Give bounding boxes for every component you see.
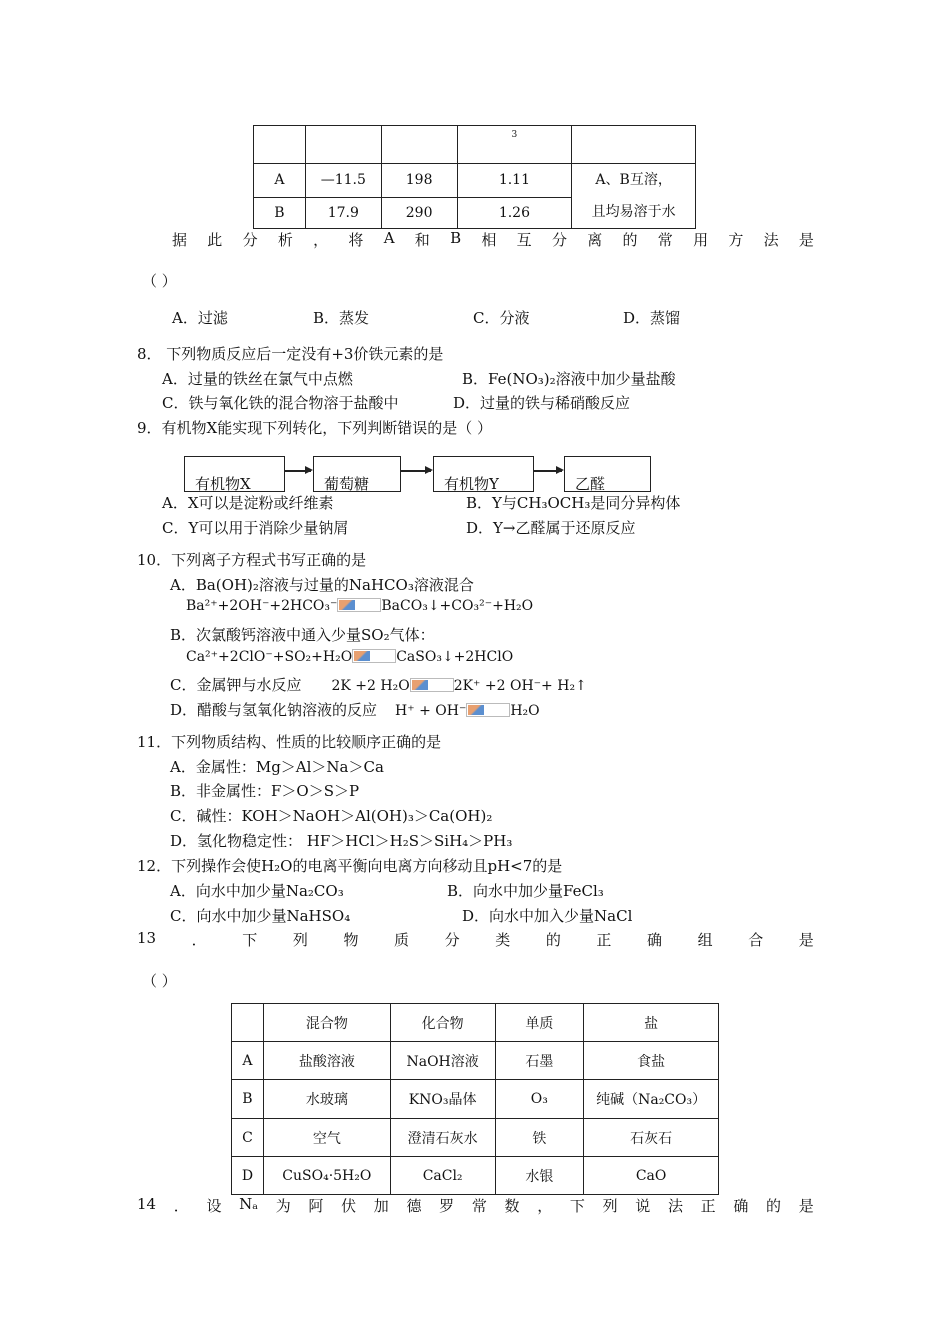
q7-stem-char: 离 [587,231,603,249]
q7-stem-char: 相 [481,231,497,249]
q13-stem-char: 列 [292,931,308,949]
q11-stem: 11．下列物质结构、性质的比较顺序正确的是 [137,733,442,751]
q10-stem: 10．下列离子方程式书写正确的是 [137,551,367,569]
header-cell: 单质 [495,1004,584,1042]
q12-option-d[interactable]: D．向水中加入少量NaCl [462,907,633,925]
q13-stem-char: 正 [596,931,612,949]
q13-stem-char: 物 [343,931,359,949]
header-cell: 混合物 [263,1004,390,1042]
cell: CaO [584,1157,719,1195]
q14-stem-char: 下 [569,1197,585,1215]
q14-stem-char: 数 [504,1197,520,1215]
header-cell [305,126,381,164]
q7-option-a[interactable]: A．过滤 [172,309,228,327]
q7-stem-char: 是 [798,231,814,249]
cell: 水玻璃 [263,1080,390,1119]
q7-stem-char: 和 [414,231,430,249]
table-row [232,1042,719,1080]
q9-option-a[interactable]: A．X可以是淀粉或纤维素 [162,494,334,512]
q9-option-b[interactable]: B．Y与CH₃OCH₃是同分异构体 [466,494,681,512]
q13-stem-char: ． [191,931,207,949]
q14-stem-char: 正 [700,1197,716,1215]
cell: B [232,1080,264,1119]
q14-stem-char: Nₐ [239,1195,259,1213]
table-header-row [232,1004,719,1042]
cell: O₃ [495,1080,584,1119]
q7-stem-char: 的 [622,231,638,249]
header-cell [232,1004,264,1042]
q8-option-a[interactable]: A．过量的铁丝在氯气中点燃 [162,370,353,388]
q14-stem-char: 的 [766,1197,782,1215]
q13-paren: （ ） [142,972,177,990]
cell: 198 [381,164,457,198]
q13-stem-char: 的 [545,931,561,949]
equals-image-icon [352,649,396,663]
q7-stem-char: 据 [172,231,188,249]
cell: 食盐 [584,1042,719,1080]
q13-stem-char: 质 [394,931,410,949]
q14-stem-char: 常 [471,1197,487,1215]
q12-option-a[interactable]: A．向水中加少量Na₂CO₃ [170,882,344,900]
q14-stem-char: 阿 [308,1197,324,1215]
table-row [232,1157,719,1195]
table-row [232,1119,719,1157]
table-row [254,164,696,198]
cell: B [254,197,306,228]
cell: 澄清石灰水 [390,1119,495,1157]
q14-stem-char: 罗 [439,1197,455,1215]
cell: C [232,1119,264,1157]
flow-arrow [285,470,311,472]
q11-option-c[interactable]: C．碱性：KOH＞NaOH＞Al(OH)₃＞Ca(OH)₂ [170,807,493,825]
cell: 空气 [263,1119,390,1157]
q11-option-a[interactable]: A．金属性：Mg＞Al＞Na＞Ca [170,758,384,776]
q7-stem-char: 常 [657,231,673,249]
q13-stem-char: 确 [647,931,663,949]
q14-stem-char: ． [173,1197,189,1215]
q7-stem-char: A [383,229,395,247]
q7-stem-char: 用 [693,231,709,249]
flow-arrow [534,470,562,472]
q7-stem-char: ， [313,231,329,249]
flow-box-glucose: 葡萄糖 [313,456,401,492]
q14-stem-char: 是 [798,1197,814,1215]
cell: 水银 [495,1157,584,1195]
flow-box-acetaldehyde: 乙醛 [564,456,651,492]
q10-option-d[interactable]: D．醋酸与氢氧化钠溶液的反应 H⁺ + OH⁻ H₂O [170,701,540,719]
cell: 铁 [495,1119,584,1157]
q7-stem [172,229,814,250]
q13-stem-char: 分 [444,931,460,949]
flow-box-x: 有机物X [184,456,285,492]
q7-option-d[interactable]: D．蒸馏 [623,309,681,327]
q7-paren: （ ） [142,272,177,290]
q13-stem-char: 是 [798,931,814,949]
cell: A [232,1042,264,1080]
cell: —11.5 [305,164,381,198]
cell: CaCl₂ [390,1157,495,1195]
cell: D [232,1157,264,1195]
q12-option-b[interactable]: B．向水中加少量FeCl₃ [447,882,604,900]
header-cell: 3 [457,126,572,164]
cell: 1.11 [457,164,572,198]
q7-stem-char: 互 [516,231,532,249]
header-cell: 盐 [584,1004,719,1042]
q12-option-c[interactable]: C．向水中加少量NaHSO₄ [170,907,351,925]
q14-stem-char: 为 [275,1197,291,1215]
q7-stem-char: 此 [207,231,223,249]
cell: CuSO₄·5H₂O [263,1157,390,1195]
header-cell: 化合物 [390,1004,495,1042]
cell: 盐酸溶液 [263,1042,390,1080]
table-row [232,1080,719,1119]
q9-option-c[interactable]: C．Y可以用于消除少量钠屑 [162,519,349,537]
q14-stem-char: 14 [137,1195,157,1213]
q8-option-c[interactable]: C．铁与氧化铁的混合物溶于盐酸中 [162,394,399,412]
q12-stem: 12．下列操作会使H₂O的电离平衡向电离方向移动且pH<7的是 [137,857,563,875]
q10-option-b[interactable]: B．次氯酸钙溶液中通入少量SO₂气体： [170,626,435,644]
cell: KNO₃晶体 [390,1080,495,1119]
q14-stem-char: 设 [206,1197,222,1215]
cell: 290 [381,197,457,228]
header-cell [381,126,457,164]
q7-stem-char: 法 [763,231,779,249]
q11-option-b[interactable]: B．非金属性：F＞O＞S＞P [170,782,360,800]
q13-stem-char: 组 [697,931,713,949]
q14-stem [137,1195,814,1216]
equals-image-icon [337,598,381,612]
q8-stem: 8． 下列物质反应后一定没有+3价铁元素的是 [137,345,444,363]
q7-stem-char: 将 [348,231,364,249]
cell: A [254,164,306,198]
q13-stem-char: 下 [242,931,258,949]
property-table [253,125,696,229]
q7-stem-char: 分 [551,231,567,249]
q14-stem-char: 说 [635,1197,651,1215]
q7-stem-char: 析 [277,231,293,249]
cell: 1.26 [457,197,572,228]
q10-equation-b: Ca²⁺+2ClO⁻+SO₂+H₂O CaSO₃↓+2HClO [186,649,514,665]
q13-stem [137,929,814,950]
q13-stem-char: 合 [748,931,764,949]
cell: 石墨 [495,1042,584,1080]
equals-image-icon [466,703,510,717]
q8-option-d[interactable]: D．过量的铁与稀硝酸反应 [453,394,631,412]
q14-stem-char: 德 [406,1197,422,1215]
q14-stem-char: ， [537,1197,553,1215]
note-cell: A、B互溶， 且均易溶于水 [572,164,696,229]
q8-option-b[interactable]: B．Fe(NO₃)₂溶液中加少量盐酸 [462,370,676,388]
q13-stem-char: 类 [495,931,511,949]
cell: 纯碱（Na₂CO₃） [584,1080,719,1119]
q14-stem-char: 列 [602,1197,618,1215]
classification-table [231,1003,719,1195]
header-cell [572,126,696,164]
q14-stem-char: 法 [667,1197,683,1215]
cell: 17.9 [305,197,381,228]
q7-option-b[interactable]: B．蒸发 [313,309,370,327]
flow-box-y: 有机物Y [433,456,534,492]
equals-image-icon [410,678,454,692]
header-cell [254,126,306,164]
cell: NaOH溶液 [390,1042,495,1080]
q10-option-a[interactable]: A．Ba(OH)₂溶液与过量的NaHCO₃溶液混合 [170,576,474,594]
q9-stem: 9．有机物X能实现下列转化，下列判断错误的是（ ） [137,419,492,437]
q11-option-d[interactable]: D．氢化物稳定性： HF＞HCl＞H₂S＞SiH₄＞PH₃ [170,832,513,850]
cell: 石灰石 [584,1119,719,1157]
q13-stem-char: 13 [137,929,157,947]
q14-stem-char: 加 [373,1197,389,1215]
flow-arrow [401,470,431,472]
q14-stem-char: 伏 [341,1197,357,1215]
q9-option-d[interactable]: D．Y→乙醛属于还原反应 [466,519,636,537]
q7-stem-char: 分 [242,231,258,249]
q10-equation-a: Ba²⁺+2OH⁻+2HCO₃⁻ BaCO₃↓+CO₃²⁻+H₂O [186,598,534,614]
q7-option-c[interactable]: C．分液 [473,309,530,327]
q7-stem-char: B [450,229,462,247]
q14-stem-char: 确 [733,1197,749,1215]
q7-stem-char: 方 [728,231,744,249]
q10-option-c[interactable]: C．金属钾与水反应 2K +2 H₂O 2K⁺ +2 OH⁻+ H₂↑ [170,676,587,694]
